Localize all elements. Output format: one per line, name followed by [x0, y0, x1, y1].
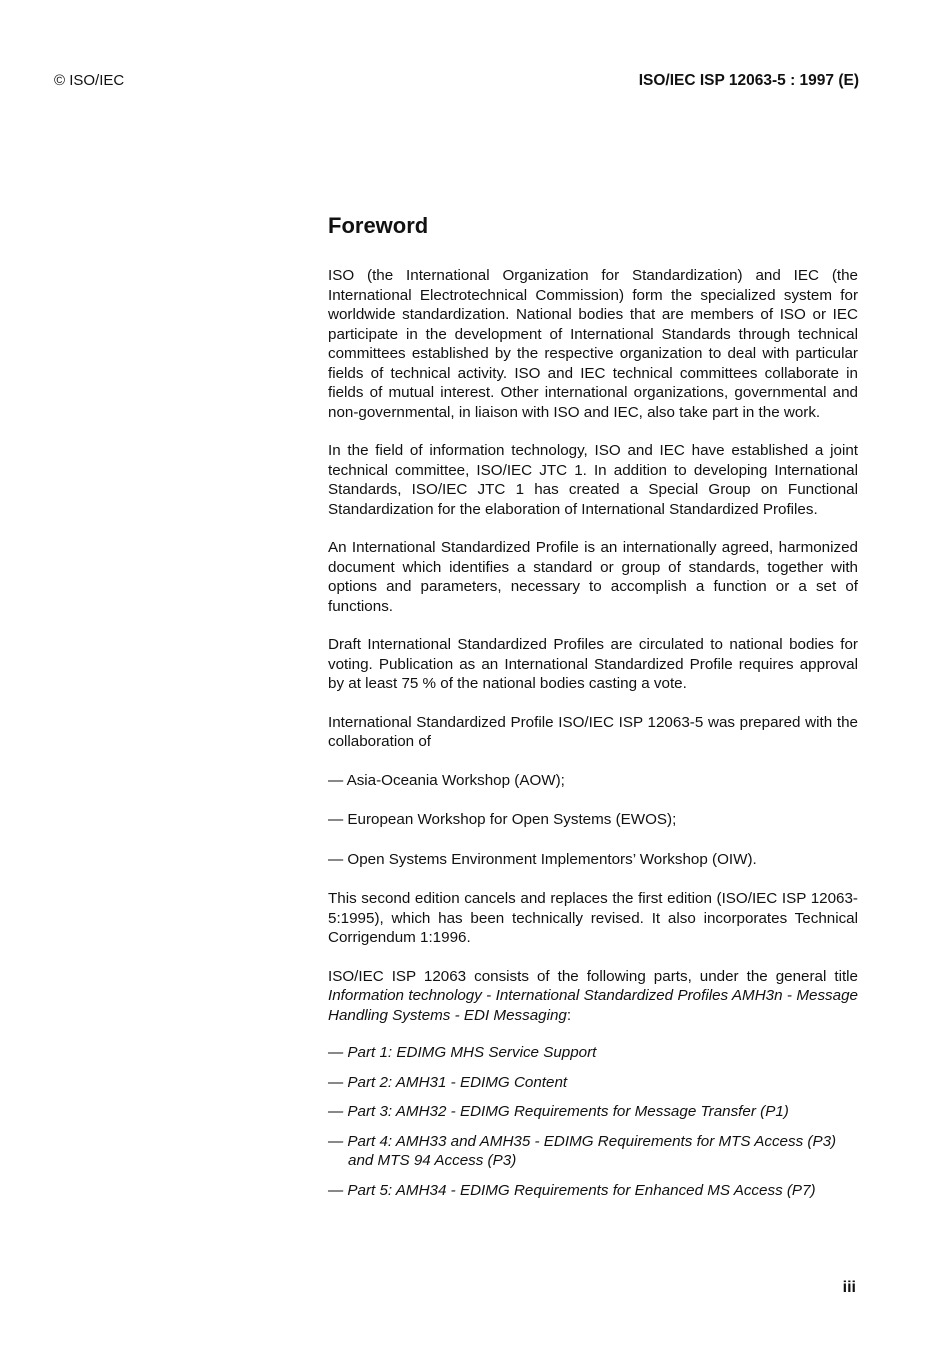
list-item: — Asia-Oceania Workshop (AOW);: [328, 771, 565, 789]
list-item: — Open Systems Environment Implementors’ Workshop (OIW).: [328, 850, 757, 868]
paragraph-voting: Draft International Standardized Profiles are circulated to national bodies for voting. Publication as an International Standardized Profile requires approval by at least 75 % of the national bodies casting a vote.: [328, 636, 858, 692]
list-item: — Part 1: EDIMG MHS Service Support: [328, 1044, 597, 1061]
foreword-section: [328, 212, 858, 1210]
parts-list: [328, 1043, 858, 1200]
page-title: Foreword: [328, 213, 429, 238]
page-number: iii: [842, 1279, 856, 1296]
paragraph-iso-iec-intro: ISO (the International Organization for Standardization) and IEC (the International Electrotechnical Commission) form the specialized system for worldwide standardization. National bodies that are members of ISO or IEC participate in the development of International Standards through technical committees established by the respective organization to deal with particular fields of technical activity. ISO and IEC technical committees collaborate in fields of mutual interest. Other international organizations, governmental and non-governmental, in liaison with ISO and IEC, also take part in the work.: [328, 267, 858, 421]
paragraph-edition: This second edition cancels and replaces the first edition (ISO/IEC ISP 12063-5:1995), which has been technically revised. It also incorporates Technical Corrigendum 1:1996.: [328, 890, 858, 946]
parts-intro-text: ISO/IEC ISP 12063 consists of the following parts, under the general title: [328, 967, 858, 985]
list-item: — Part 2: AMH31 - EDIMG Content: [328, 1073, 568, 1091]
list-item: — Part 4: AMH33 and AMH35 - EDIMG Requirements for MTS Access (P3) and MTS 94 Access (P3): [328, 1132, 837, 1169]
paragraph-isp-definition: An International Standardized Profile is an internationally agreed, harmonized document which identifies a standard or group of standards, together with options and parameters, necessary to accomplish a function or a set of functions.: [328, 539, 858, 615]
header-document-id: ISO/IEC ISP 12063-5 : 1997 (E): [638, 72, 859, 89]
list-item: — Part 3: AMH32 - EDIMG Requirements for Message Transfer (P1): [328, 1103, 789, 1120]
parts-general-title: Information technology - International Standardized Profiles AMH3n - Message Handling Systems - EDI Messaging: [328, 987, 858, 1024]
collaborator-list: [328, 771, 858, 870]
paragraph-prepared-by: International Standardized Profile ISO/IEC ISP 12063-5 was prepared with the collaboration of: [328, 713, 858, 750]
list-item: — European Workshop for Open Systems (EWOS);: [328, 811, 677, 828]
paragraph-jtc1: In the field of information technology, ISO and IEC have established a joint technical committee, ISO/IEC JTC 1. In addition to developing International Standards, ISO/IEC JTC 1 has created a Special Group on Functional Standardization for the elaboration of International Standardized Profiles.: [328, 442, 858, 518]
paragraph-parts-intro: [328, 967, 858, 1026]
parts-intro-colon: :: [566, 1006, 572, 1024]
list-item: — Part 5: AMH34 - EDIMG Requirements for Enhanced MS Access (P7): [328, 1181, 816, 1199]
header-copyright: © ISO/IEC: [54, 72, 125, 89]
